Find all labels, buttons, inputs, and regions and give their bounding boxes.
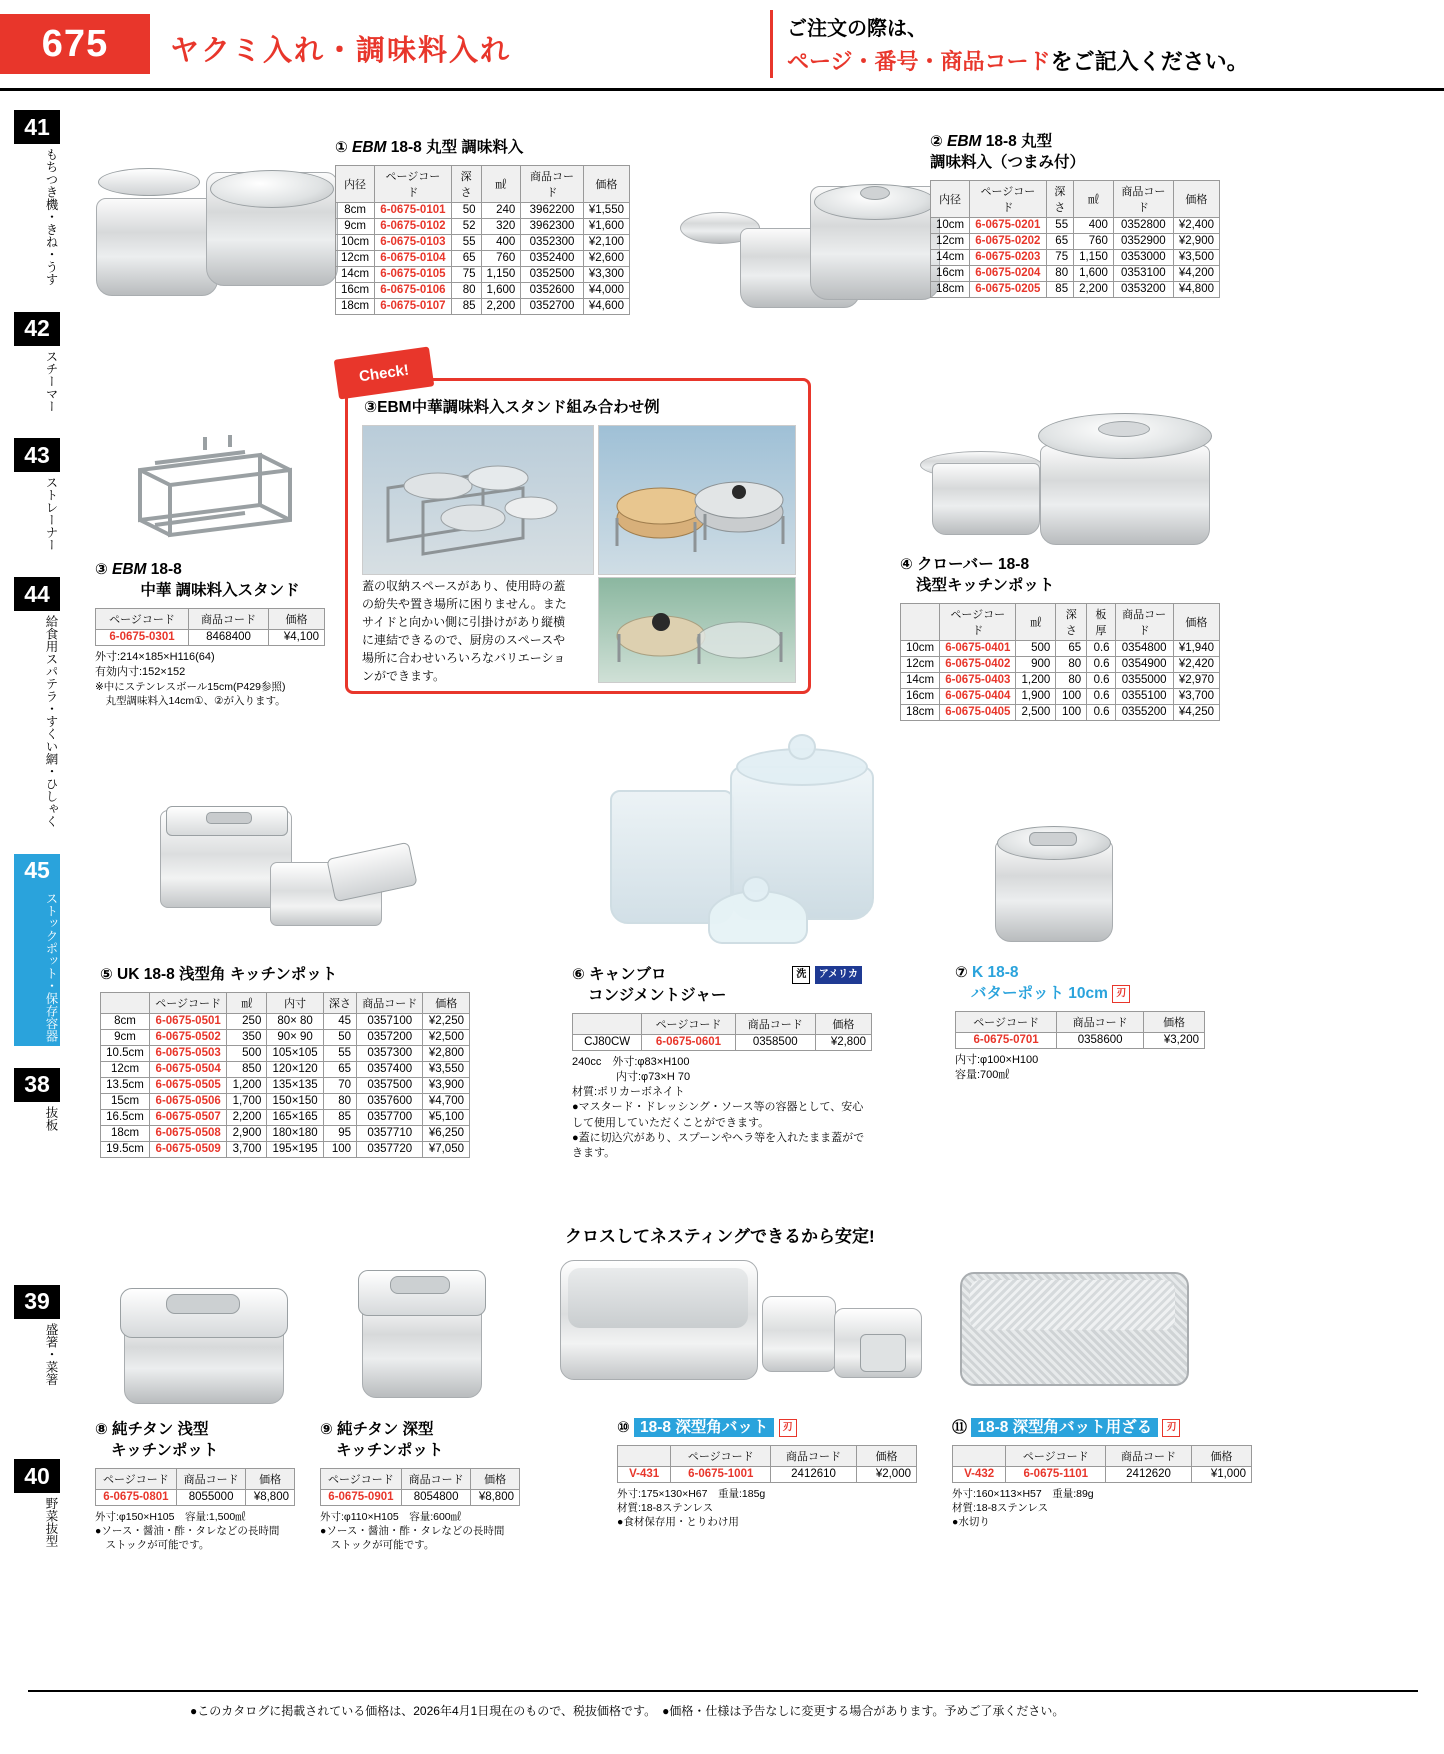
col-page-code: ページコード: [642, 1013, 735, 1034]
rail-num-39: 39: [14, 1285, 60, 1319]
product-5: [100, 965, 480, 1158]
col-thickness: 板厚: [1087, 603, 1115, 640]
note-line: 240cc 外寸:φ83×H100: [572, 1055, 690, 1068]
product-7-name-line2: バターポット 10cm: [971, 984, 1108, 1002]
product-2-table: [930, 180, 1220, 298]
col-depth: 深さ: [1046, 180, 1074, 217]
table-header-row: [96, 1468, 295, 1489]
product-1-name: 18-8 丸型 調味料入: [390, 139, 524, 156]
table-header-row: [321, 1468, 520, 1489]
table-row: 6-0675-0301 8468400 ¥4,100: [96, 629, 325, 645]
col-inner-size: 内寸: [267, 992, 323, 1013]
product-4-photo: [920, 385, 1210, 555]
col-price: 価格: [269, 608, 325, 629]
product-11-table: [952, 1445, 1252, 1483]
product-7-name: K 18-8: [972, 964, 1019, 981]
product-9-name-line1: 純チタン 深型: [337, 1421, 434, 1438]
rail-label-38: 抜板: [44, 1105, 58, 1131]
product-8-photo: [110, 1258, 300, 1408]
rail-item-41[interactable]: [14, 110, 70, 290]
product-7-notes: [955, 1053, 1225, 1083]
note-line: ●ソース・醤油・酢・タレなどの長時間: [95, 1525, 280, 1538]
check-photo-1: [362, 425, 594, 575]
product-2-number: ②: [930, 133, 943, 150]
table-header-row: [573, 1013, 872, 1034]
table-row: 10.5cm 6-0675-0503 500 105×105 55 0357300 ¥2,800: [101, 1045, 470, 1061]
table-row: 8cm 6-0675-0101 50 240 3962200 ¥1,550: [336, 202, 630, 218]
product-9-number: ⑨: [320, 1421, 333, 1438]
product-6-name-line1: キャンブロ: [589, 966, 667, 983]
product-9-table: [320, 1468, 520, 1506]
product-6-name-line2: コンジメントジャー: [588, 986, 727, 1004]
table-row: 16.5cm 6-0675-0507 2,200 165×165 85 0357700 ¥5,100: [101, 1109, 470, 1125]
table-row: 12cm 6-0675-0104 65 760 0352400 ¥2,600: [336, 250, 630, 266]
col-price: 価格: [856, 1445, 916, 1466]
table-row: 8cm 6-0675-0501 250 80× 80 45 0357100 ¥2,250: [101, 1013, 470, 1029]
header-divider: [0, 88, 1444, 91]
rail-num-38: 38: [14, 1068, 60, 1102]
knife-badge: 刃: [1112, 985, 1130, 1003]
note-line: 丸型調味料入14cm①、②が入ります。: [95, 695, 286, 708]
table-row: V-432 6-0675-1101 2412620 ¥1,000: [953, 1466, 1252, 1482]
product-10: [617, 1418, 937, 1529]
table-header-row: [336, 165, 630, 202]
table-row: 16cm 6-0675-0204 80 1,600 0353100 ¥4,200: [931, 265, 1220, 281]
lids-illustration: [599, 578, 795, 682]
note-line: 材質:18-8ステンレス: [952, 1502, 1049, 1515]
knife-badge: 刃: [779, 1419, 797, 1437]
check-callout: [345, 361, 811, 694]
product-6-notes: [572, 1055, 872, 1161]
table-row: 18cm 6-0675-0405 2,500 100 0.6 0355200 ¥4,250: [901, 704, 1220, 720]
product-11: [952, 1418, 1282, 1529]
col-page-code: ページコード: [956, 1011, 1057, 1032]
product-10-title: [617, 1418, 937, 1439]
note-line: 材質:ポリカーボネイト: [572, 1086, 685, 1099]
product-6-title: [572, 965, 902, 1007]
col-ml: ㎖: [1074, 180, 1114, 217]
col-price: 価格: [1173, 603, 1219, 640]
note-line: 外寸:214×185×H116(64): [95, 650, 215, 663]
col-model: [573, 1013, 642, 1034]
note-line: ●食材保存用・とりわけ用: [617, 1516, 739, 1529]
product-2-brand: EBM: [947, 133, 982, 150]
col-page-code: ページコード: [150, 992, 227, 1013]
product-9-name-line2: キッチンポット: [336, 1441, 444, 1459]
table-row: 12cm 6-0675-0504 850 120×120 65 0357400 ¥3,550: [101, 1061, 470, 1077]
wash-badge: 洗: [792, 966, 810, 984]
col-page-code: ページコード: [671, 1445, 771, 1466]
knife-badge: 刃: [1162, 1419, 1180, 1437]
table-row: 9cm 6-0675-0102 52 320 3962300 ¥1,600: [336, 218, 630, 234]
order-note: [770, 10, 1430, 78]
col-page-code: ページコード: [375, 165, 452, 202]
product-10-notes: [617, 1487, 937, 1530]
page-number: 675: [0, 14, 150, 74]
product-11-notes: [952, 1487, 1282, 1530]
note-line: 外寸:175×130×H67 重量:185g: [617, 1487, 766, 1500]
product-10-name: 18-8 深型角バット: [634, 1418, 774, 1437]
rail-item-38[interactable]: [14, 1068, 70, 1135]
col-price: 価格: [246, 1468, 295, 1489]
col-price: 価格: [1191, 1445, 1251, 1466]
check-title: ③EBM中華調味料入スタンド組み合わせ例: [364, 399, 660, 416]
col-ml: ㎖: [481, 165, 521, 202]
rail-num-42: 42: [14, 312, 60, 346]
product-3-number: ③: [95, 561, 108, 578]
table-row: 6-0675-0701 0358600 ¥3,200: [956, 1032, 1205, 1048]
product-1-table: [335, 165, 630, 315]
note-line: ●マスタード・ドレッシング・ソース等の容器として、安心して使用していただくことができます。: [572, 1101, 864, 1129]
rail-item-45[interactable]: [14, 854, 70, 1046]
product-5-number: ⑤: [100, 966, 113, 983]
col-item-code: 商品コード: [1106, 1445, 1192, 1466]
rail-item-43[interactable]: [14, 438, 70, 555]
product-10-table: [617, 1445, 917, 1483]
note-line: ※中にステンレスボール15cm(P429参照): [95, 681, 286, 694]
table-row: 16cm 6-0675-0106 80 1,600 0352600 ¥4,000: [336, 282, 630, 298]
col-price: 価格: [1144, 1011, 1205, 1032]
col-item-code: 商品コード: [1113, 180, 1173, 217]
table-row: 14cm 6-0675-0203 75 1,150 0353000 ¥3,500: [931, 249, 1220, 265]
note-line: 外寸:φ150×H105 容量:1,500㎖: [95, 1510, 246, 1523]
product-1-number: ①: [335, 139, 348, 156]
bamboo-steamer-illustration: [599, 426, 795, 574]
product-11-number: ⑪: [952, 1419, 968, 1436]
product-3-name-line1: 18-8: [150, 561, 182, 578]
table-header-row: [96, 608, 325, 629]
rail-num-40: 40: [14, 1459, 60, 1493]
footer-note: ●このカタログに掲載されている価格は、2026年4月1日現在のもので、税抜価格です。 ●価格・仕様は予告なしに変更する場合があります。予めご了承ください。: [190, 1704, 1065, 1718]
table-row: 12cm 6-0675-0202 65 760 0352900 ¥2,900: [931, 233, 1220, 249]
col-size: [101, 992, 150, 1013]
product-7-title: [955, 963, 1225, 1005]
table-header-row: [953, 1445, 1252, 1466]
product-7-table: [955, 1011, 1205, 1049]
product-8: [95, 1420, 305, 1552]
page-header: [0, 0, 1444, 86]
stand-with-bowls-illustration: [363, 426, 593, 574]
rail-label-44: 給食用スパテラ・すくい網・ひしゃく: [44, 615, 58, 828]
product-4-number: ④: [900, 556, 913, 573]
product-11-name: 18-8 深型角バット用ざる: [971, 1418, 1158, 1437]
col-page-code: ページコード: [1006, 1445, 1106, 1466]
product-8-number: ⑧: [95, 1421, 108, 1438]
wire-stand-illustration: [110, 425, 320, 555]
col-item-code: 商品コード: [521, 165, 583, 202]
table-row: 9cm 6-0675-0502 350 90× 90 50 0357200 ¥2,500: [101, 1029, 470, 1045]
rail-num-44: 44: [14, 577, 60, 611]
table-header-row: [101, 992, 470, 1013]
product-6-table: [572, 1013, 872, 1051]
product-5-table: [100, 992, 470, 1158]
col-depth: 深さ: [451, 165, 481, 202]
product-9-photo: [340, 1248, 510, 1408]
usa-flag-badge: アメリカ: [815, 966, 862, 984]
check-photo-2: [598, 425, 796, 575]
table-row: 6-0675-0901 8054800 ¥8,800: [321, 1489, 520, 1505]
col-item-code: 商品コード: [357, 992, 423, 1013]
col-page-code: ページコード: [321, 1468, 402, 1489]
table-row: CJ80CW 6-0675-0601 0358500 ¥2,800: [573, 1034, 872, 1050]
note-line: 材質:18-8ステンレス: [617, 1502, 714, 1515]
category-rail: [14, 110, 70, 1557]
product-8-name-line2: キッチンポット: [111, 1441, 219, 1459]
rail-item-44[interactable]: [14, 577, 70, 832]
product-4-table: [900, 603, 1220, 721]
product-3-name-line2: 中華 調味料入スタンド: [140, 581, 300, 599]
col-depth: 深さ: [1056, 603, 1087, 640]
rail-label-39: 盛箸・菜箸: [44, 1322, 58, 1385]
rail-item-39[interactable]: [14, 1285, 70, 1390]
col-model: [953, 1445, 1006, 1466]
col-ml: ㎖: [1016, 603, 1056, 640]
col-page-code: ページコード: [940, 603, 1016, 640]
col-model: [618, 1445, 671, 1466]
note-line: 容量:700㎖: [955, 1069, 1010, 1082]
product-7-photo: [995, 810, 1115, 950]
table-row: 19.5cm 6-0675-0509 3,700 195×195 100 0357720 ¥7,050: [101, 1141, 470, 1157]
product-3: [95, 560, 345, 709]
col-price: 価格: [471, 1468, 520, 1489]
product-4-name-line2: 浅型キッチンポット: [916, 576, 1055, 594]
product-4-title: [900, 555, 1210, 597]
table-row: 10cm 6-0675-0103 55 400 0352300 ¥2,100: [336, 234, 630, 250]
col-item-code: 商品コード: [401, 1468, 471, 1489]
product-2-photo: [680, 150, 940, 310]
col-page-code: ページコード: [96, 1468, 177, 1489]
product-3-title: [95, 560, 345, 602]
product-5-title: [100, 965, 480, 986]
product-1-photo: [88, 140, 338, 300]
col-item-code: 商品コード: [1115, 603, 1173, 640]
product-7-number: ⑦: [955, 964, 968, 981]
rail-label-42: スチーマー: [44, 349, 58, 412]
product-4: [900, 555, 1214, 721]
table-row: 12cm 6-0675-0402 900 80 0.6 0354900 ¥2,420: [901, 656, 1220, 672]
table-row: 10cm 6-0675-0201 55 400 0352800 ¥2,400: [931, 217, 1220, 233]
note-line: 内寸:φ73×H 70: [572, 1071, 691, 1084]
note-line: 外寸:φ110×H105 容量:600㎖: [320, 1510, 462, 1523]
rail-num-45: 45: [14, 854, 60, 888]
product-4-name-line1: クローバー 18-8: [917, 556, 1030, 573]
product-5-photo: [150, 800, 410, 950]
col-item-code: 商品コード: [771, 1445, 857, 1466]
product-2: [930, 132, 1220, 298]
product-11-title: [952, 1418, 1282, 1439]
rail-item-42[interactable]: [14, 312, 70, 417]
rail-label-43: ストレーナー: [44, 476, 58, 551]
table-row: 15cm 6-0675-0506 1,700 150×150 80 0357600 ¥4,700: [101, 1093, 470, 1109]
col-size: [901, 603, 940, 640]
table-row: 16cm 6-0675-0404 1,900 100 0.6 0355100 ¥3,700: [901, 688, 1220, 704]
rail-label-41: もちつき機・きね・うす: [44, 148, 58, 286]
product-6: [572, 965, 902, 1161]
col-item-code: 商品コード: [735, 1013, 815, 1034]
table-row: V-431 6-0675-1001 2412610 ¥2,000: [618, 1466, 917, 1482]
rail-label-40: 野菜抜型: [44, 1497, 58, 1547]
product-8-name-line1: 純チタン 浅型: [112, 1421, 209, 1438]
col-item-code: 商品コード: [176, 1468, 246, 1489]
check-flag: Check!: [334, 347, 435, 400]
rail-label-45: ストックポット・保存容器: [14, 888, 60, 1046]
product-9: [320, 1420, 530, 1552]
col-price: 価格: [583, 165, 629, 202]
product-8-notes: [95, 1510, 305, 1553]
rail-num-41: 41: [14, 110, 60, 144]
product-3-brand: EBM: [112, 561, 147, 578]
col-price: 価格: [1173, 180, 1219, 217]
product-2-name-line2: 調味料入（つまみ付）: [930, 153, 1086, 171]
product-1-brand: EBM: [352, 139, 387, 156]
rail-item-40[interactable]: [14, 1459, 70, 1551]
col-item-code: 商品コード: [1057, 1011, 1144, 1032]
note-line: ●水切り: [952, 1516, 990, 1529]
col-ml: ㎖: [227, 992, 267, 1013]
table-row: 10cm 6-0675-0401 500 65 0.6 0354800 ¥1,940: [901, 640, 1220, 656]
note-line: ストックが可能です。: [320, 1539, 435, 1552]
table-row: 13.5cm 6-0675-0505 1,200 135×135 70 0357500 ¥3,900: [101, 1077, 470, 1093]
note-line: 内寸:φ100×H100: [955, 1053, 1039, 1066]
table-row: 18cm 6-0675-0205 85 2,200 0353200 ¥4,800: [931, 281, 1220, 297]
product-9-title: [320, 1420, 530, 1462]
rail-num-43: 43: [14, 438, 60, 472]
product-8-title: [95, 1420, 305, 1462]
product-6-photo: [600, 740, 900, 960]
note-line: 外寸:160×113×H57 重量:89g: [952, 1487, 1094, 1500]
footer-divider: [28, 1690, 1418, 1692]
product-10-number: ⑩: [617, 1419, 630, 1436]
col-page-code: ページコード: [96, 608, 189, 629]
table-row: 14cm 6-0675-0403 1,200 80 0.6 0355000 ¥2,970: [901, 672, 1220, 688]
order-note-line2-tail: をご記入ください。: [1050, 49, 1249, 74]
table-row: 14cm 6-0675-0105 75 1,150 0352500 ¥3,300: [336, 266, 630, 282]
note-line: 有効内寸:152×152: [95, 666, 186, 679]
product-9-notes: [320, 1510, 530, 1553]
product-2-title: [930, 132, 1220, 174]
note-line: ●ソース・醤油・酢・タレなどの長時間: [320, 1525, 505, 1538]
product-5-name: UK 18-8 浅型角 キッチンポット: [117, 966, 338, 983]
nesting-headline: クロスしてネスティングできるから安定!: [565, 1227, 875, 1246]
product-6-number: ⑥: [572, 966, 585, 983]
table-header-row: [618, 1445, 917, 1466]
table-row: 18cm 6-0675-0107 85 2,200 0352700 ¥4,600: [336, 298, 630, 314]
product-2-name-line1: 18-8 丸型: [985, 133, 1053, 150]
col-price: 価格: [815, 1013, 871, 1034]
page-title: ヤクミ入れ・調味料入れ: [170, 35, 512, 67]
order-note-emphasis: ページ・番号・商品コード: [787, 49, 1051, 74]
product-8-table: [95, 1468, 295, 1506]
col-depth: 深さ: [323, 992, 356, 1013]
check-photo-3: [598, 577, 796, 683]
product-3-photo: [110, 425, 320, 555]
order-note-line1: ご注文の際は、: [787, 18, 927, 40]
table-header-row: [901, 603, 1220, 640]
col-price: 価格: [423, 992, 470, 1013]
check-description: 蓋の収納スペースがあり、使用時の蓋の紛失や置き場所に困りません。またサイドと向かい側に引掛けがあり縦横に連結できるので、厨房のスペースや場所に合わせいろいろなバリエーションができます。: [362, 579, 567, 683]
product-11-photo: [960, 1262, 1190, 1402]
note-line: ストックが可能です。: [95, 1539, 210, 1552]
product-1-title: [335, 138, 635, 159]
table-header-row: [931, 180, 1220, 217]
col-inner-dia: 内径: [336, 165, 375, 202]
col-page-code: ページコード: [970, 180, 1046, 217]
product-3-table: [95, 608, 325, 646]
product-10-photo: [560, 1252, 920, 1407]
table-row: 18cm 6-0675-0508 2,900 180×180 95 0357710 ¥6,250: [101, 1125, 470, 1141]
product-7: [955, 963, 1225, 1083]
product-1: [335, 138, 635, 315]
col-inner-dia: 内径: [931, 180, 970, 217]
col-item-code: 商品コード: [189, 608, 269, 629]
note-line: ●蓋に切込穴があり、スプーンやヘラ等を入れたまま蓋ができます。: [572, 1131, 865, 1159]
table-header-row: [956, 1011, 1205, 1032]
product-3-notes: [95, 650, 345, 709]
table-row: 6-0675-0801 8055000 ¥8,800: [96, 1489, 295, 1505]
